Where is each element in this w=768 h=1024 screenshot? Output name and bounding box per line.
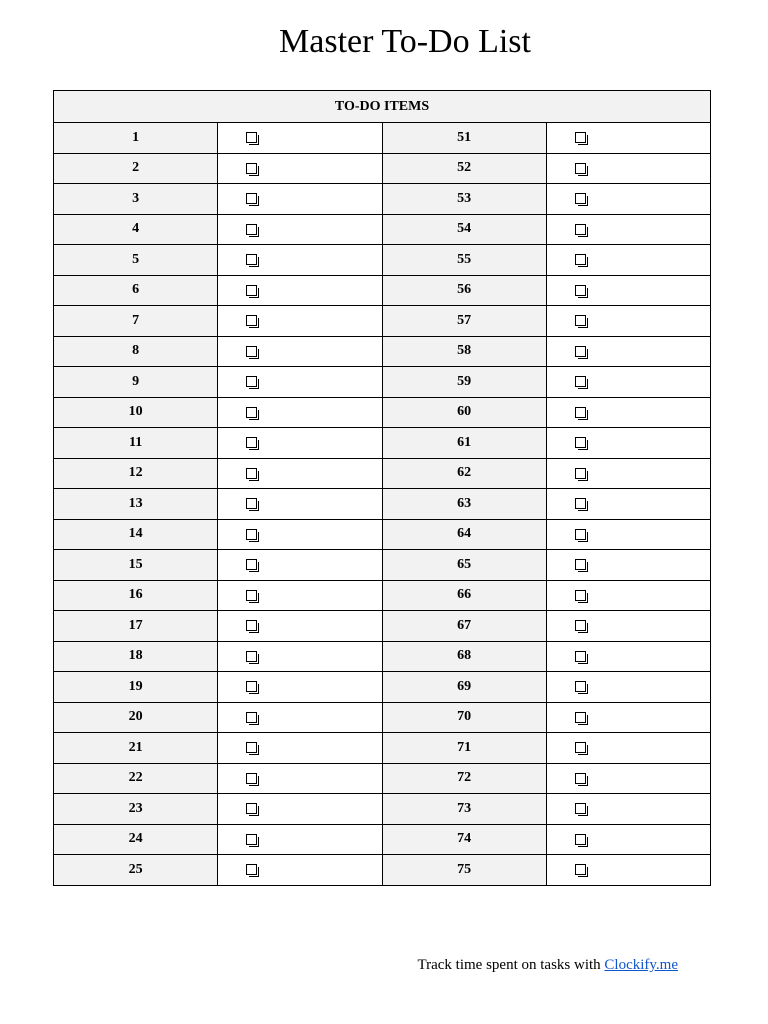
right-item-cell[interactable]: [546, 367, 710, 398]
page-title: Master To-Do List: [279, 23, 531, 60]
checkbox-icon[interactable]: [246, 468, 257, 479]
right-item-cell[interactable]: [546, 641, 710, 672]
table-row: [54, 763, 711, 794]
left-item-cell[interactable]: [218, 733, 382, 764]
left-item-number: 12: [54, 458, 218, 489]
table-row: [54, 123, 711, 154]
left-item-number: 16: [54, 580, 218, 611]
left-item-number: 14: [54, 519, 218, 550]
right-item-number: 72: [382, 763, 546, 794]
table-header-row: [54, 91, 711, 123]
checkbox-icon[interactable]: [575, 773, 586, 784]
left-item-cell[interactable]: [218, 611, 382, 642]
right-item-cell[interactable]: [546, 794, 710, 825]
table-row: [54, 794, 711, 825]
right-item-cell[interactable]: [546, 580, 710, 611]
right-item-number: 57: [382, 306, 546, 337]
checkbox-icon[interactable]: [246, 742, 257, 753]
checkbox-icon[interactable]: [246, 163, 257, 174]
right-item-number: 67: [382, 611, 546, 642]
left-item-cell[interactable]: [218, 123, 382, 154]
right-item-number: 51: [382, 123, 546, 154]
left-item-cell[interactable]: [218, 794, 382, 825]
left-item-cell[interactable]: [218, 336, 382, 367]
checkbox-icon[interactable]: [575, 681, 586, 692]
right-item-cell[interactable]: [546, 214, 710, 245]
left-item-cell[interactable]: [218, 153, 382, 184]
checkbox-icon[interactable]: [575, 620, 586, 631]
left-item-cell[interactable]: [218, 641, 382, 672]
table-header: TO-DO ITEMS: [54, 91, 711, 123]
table-row: [54, 428, 711, 459]
checkbox-icon[interactable]: [246, 285, 257, 296]
checkbox-icon[interactable]: [575, 590, 586, 601]
right-item-cell[interactable]: [546, 184, 710, 215]
right-item-number: 66: [382, 580, 546, 611]
table-row: [54, 184, 711, 215]
table-row: [54, 611, 711, 642]
checkbox-icon[interactable]: [575, 437, 586, 448]
checkbox-icon[interactable]: [246, 559, 257, 570]
checkbox-icon[interactable]: [575, 254, 586, 265]
table-row: [54, 458, 711, 489]
checkbox-icon[interactable]: [575, 224, 586, 235]
left-item-number: 18: [54, 641, 218, 672]
right-item-cell[interactable]: [546, 489, 710, 520]
table-row: [54, 397, 711, 428]
left-item-cell[interactable]: [218, 397, 382, 428]
right-item-number: 62: [382, 458, 546, 489]
right-item-cell[interactable]: [546, 519, 710, 550]
left-item-cell[interactable]: [218, 580, 382, 611]
footer-text: Track time spent on tasks with: [417, 957, 605, 973]
left-item-cell[interactable]: [218, 489, 382, 520]
right-item-cell[interactable]: [546, 733, 710, 764]
checkbox-icon[interactable]: [246, 254, 257, 265]
checkbox-icon[interactable]: [575, 651, 586, 662]
right-item-number: 75: [382, 855, 546, 886]
left-item-number: 22: [54, 763, 218, 794]
table-row: [54, 306, 711, 337]
right-item-number: 59: [382, 367, 546, 398]
table-row: [54, 336, 711, 367]
left-item-number: 24: [54, 824, 218, 855]
checkbox-icon[interactable]: [575, 285, 586, 296]
checkbox-icon[interactable]: [246, 498, 257, 509]
checkbox-icon[interactable]: [246, 193, 257, 204]
left-item-number: 17: [54, 611, 218, 642]
left-item-cell[interactable]: [218, 428, 382, 459]
left-item-cell[interactable]: [218, 275, 382, 306]
left-item-number: 11: [54, 428, 218, 459]
left-item-number: 19: [54, 672, 218, 703]
checkbox-icon[interactable]: [575, 193, 586, 204]
right-item-number: 58: [382, 336, 546, 367]
table-row: [54, 580, 711, 611]
checkbox-icon[interactable]: [575, 864, 586, 875]
left-item-number: 1: [54, 123, 218, 154]
table-row: [54, 672, 711, 703]
checkbox-icon[interactable]: [575, 803, 586, 814]
table-row: [54, 519, 711, 550]
checkbox-icon[interactable]: [575, 712, 586, 723]
left-item-cell[interactable]: [218, 245, 382, 276]
right-item-cell[interactable]: [546, 550, 710, 581]
left-item-number: 10: [54, 397, 218, 428]
right-item-number: 56: [382, 275, 546, 306]
right-item-cell[interactable]: [546, 306, 710, 337]
left-item-cell[interactable]: [218, 672, 382, 703]
right-item-cell[interactable]: [546, 397, 710, 428]
table-row: [54, 824, 711, 855]
checkbox-icon[interactable]: [246, 620, 257, 631]
clockify-link[interactable]: Clockify.me: [604, 957, 678, 973]
checkbox-icon[interactable]: [246, 864, 257, 875]
left-item-number: 25: [54, 855, 218, 886]
table-row: [54, 702, 711, 733]
right-item-cell[interactable]: [546, 123, 710, 154]
checkbox-icon[interactable]: [575, 163, 586, 174]
left-item-number: 23: [54, 794, 218, 825]
checkbox-icon[interactable]: [246, 529, 257, 540]
table-row: [54, 214, 711, 245]
right-item-cell[interactable]: [546, 824, 710, 855]
checkbox-icon[interactable]: [246, 712, 257, 723]
right-item-number: 61: [382, 428, 546, 459]
checkbox-icon[interactable]: [246, 651, 257, 662]
table-body: [54, 123, 711, 886]
right-item-cell[interactable]: [546, 855, 710, 886]
left-item-cell[interactable]: [218, 763, 382, 794]
right-item-number: 65: [382, 550, 546, 581]
table-row: [54, 153, 711, 184]
right-item-number: 68: [382, 641, 546, 672]
right-item-number: 54: [382, 214, 546, 245]
right-item-cell[interactable]: [546, 336, 710, 367]
table-row: [54, 489, 711, 520]
table-row: [54, 245, 711, 276]
table-row: [54, 733, 711, 764]
checkbox-icon[interactable]: [246, 773, 257, 784]
table-row: [54, 550, 711, 581]
checkbox-icon[interactable]: [575, 742, 586, 753]
right-item-number: 60: [382, 397, 546, 428]
right-item-cell[interactable]: [546, 458, 710, 489]
right-item-cell[interactable]: [546, 611, 710, 642]
checkbox-icon[interactable]: [575, 559, 586, 570]
left-item-number: 2: [54, 153, 218, 184]
table-row: [54, 367, 711, 398]
right-item-cell[interactable]: [546, 702, 710, 733]
right-item-number: 74: [382, 824, 546, 855]
left-item-cell[interactable]: [218, 519, 382, 550]
right-item-number: 52: [382, 153, 546, 184]
right-item-number: 53: [382, 184, 546, 215]
left-item-number: 6: [54, 275, 218, 306]
left-item-cell[interactable]: [218, 824, 382, 855]
checkbox-icon[interactable]: [246, 590, 257, 601]
checkbox-icon[interactable]: [575, 346, 586, 357]
checkbox-icon[interactable]: [575, 468, 586, 479]
left-item-cell[interactable]: [218, 306, 382, 337]
left-item-cell[interactable]: [218, 367, 382, 398]
left-item-number: 13: [54, 489, 218, 520]
checkbox-icon[interactable]: [246, 407, 257, 418]
checkbox-icon[interactable]: [246, 376, 257, 387]
right-item-number: 71: [382, 733, 546, 764]
left-item-cell[interactable]: [218, 214, 382, 245]
todo-table: [53, 90, 711, 886]
checkbox-icon[interactable]: [246, 346, 257, 357]
left-item-cell[interactable]: [218, 184, 382, 215]
right-item-number: 69: [382, 672, 546, 703]
left-item-number: 15: [54, 550, 218, 581]
left-item-cell[interactable]: [218, 550, 382, 581]
checkbox-icon[interactable]: [575, 498, 586, 509]
right-item-cell[interactable]: [546, 153, 710, 184]
right-item-cell[interactable]: [546, 428, 710, 459]
checkbox-icon[interactable]: [246, 132, 257, 143]
checkbox-icon[interactable]: [246, 834, 257, 845]
right-item-cell[interactable]: [546, 245, 710, 276]
left-item-cell[interactable]: [218, 458, 382, 489]
left-item-number: 3: [54, 184, 218, 215]
table-row: [54, 855, 711, 886]
table-row: [54, 275, 711, 306]
checkbox-icon[interactable]: [575, 376, 586, 387]
checkbox-icon[interactable]: [246, 224, 257, 235]
checkbox-icon[interactable]: [246, 437, 257, 448]
left-item-number: 4: [54, 214, 218, 245]
right-item-cell[interactable]: [546, 275, 710, 306]
left-item-number: 21: [54, 733, 218, 764]
left-item-number: 7: [54, 306, 218, 337]
right-item-number: 73: [382, 794, 546, 825]
right-item-number: 63: [382, 489, 546, 520]
footer: [417, 957, 678, 974]
left-item-number: 5: [54, 245, 218, 276]
right-item-number: 64: [382, 519, 546, 550]
checkbox-icon[interactable]: [575, 407, 586, 418]
right-item-number: 70: [382, 702, 546, 733]
checkbox-icon[interactable]: [575, 315, 586, 326]
table-row: [54, 641, 711, 672]
checkbox-icon[interactable]: [246, 681, 257, 692]
left-item-number: 9: [54, 367, 218, 398]
left-item-cell[interactable]: [218, 855, 382, 886]
right-item-cell[interactable]: [546, 672, 710, 703]
left-item-number: 20: [54, 702, 218, 733]
left-item-cell[interactable]: [218, 702, 382, 733]
checkbox-icon[interactable]: [575, 834, 586, 845]
right-item-number: 55: [382, 245, 546, 276]
right-item-cell[interactable]: [546, 763, 710, 794]
checkbox-icon[interactable]: [246, 803, 257, 814]
checkbox-icon[interactable]: [575, 132, 586, 143]
left-item-number: 8: [54, 336, 218, 367]
checkbox-icon[interactable]: [246, 315, 257, 326]
checkbox-icon[interactable]: [575, 529, 586, 540]
